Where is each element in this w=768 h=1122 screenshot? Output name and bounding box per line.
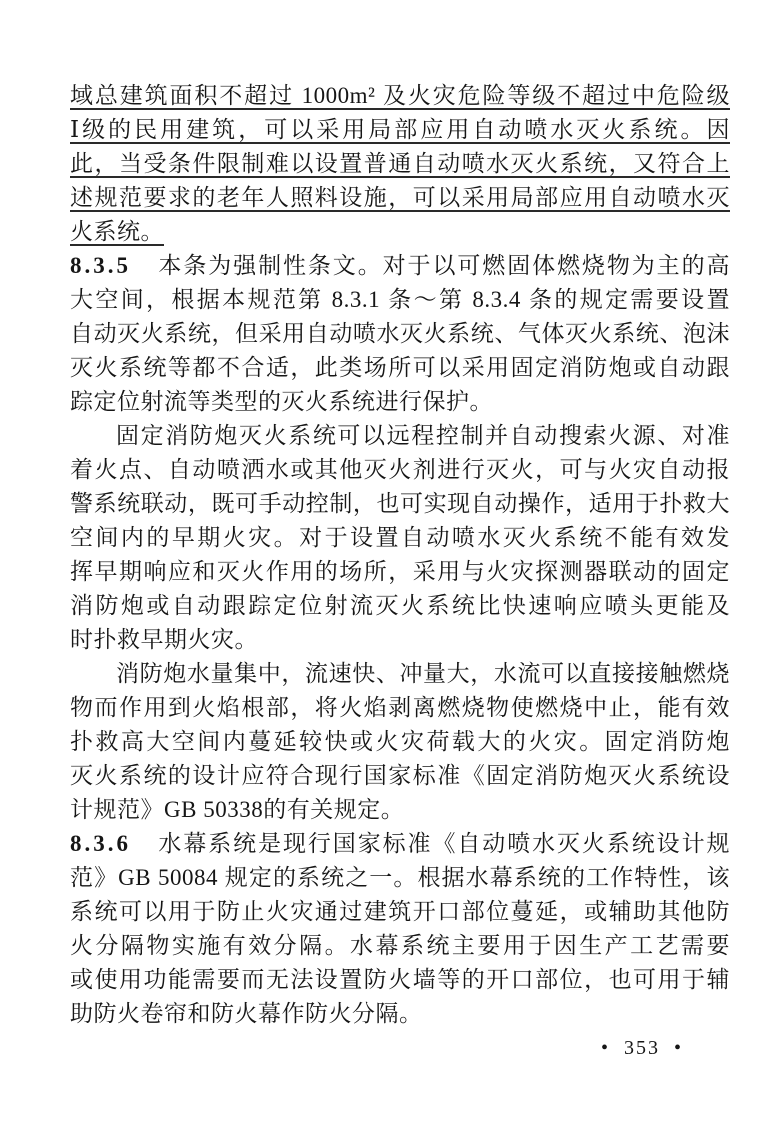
- section-number: 8.3.5: [70, 253, 131, 278]
- section-8-3-5: [70, 249, 730, 419]
- text-line: 计规范》GB 50338的有关规定。: [70, 797, 405, 822]
- text-line: 扑救高大空间内蔓延较快或火灾荷载大的火灾。固定消防炮: [70, 729, 730, 754]
- text-line: 空间内的早期火灾。对于设置自动喷水灭火系统不能有效发: [70, 525, 730, 550]
- text-line: 挥早期响应和灭火作用的场所，采用与火灾探测器联动的固定: [70, 559, 730, 584]
- text-line: Ⅰ级的民用建筑，可以采用局部应用自动喷水灭火系统。因: [70, 117, 730, 142]
- text-line: 或使用功能需要而无法设置防火墙等的开口部位，也可用于辅: [70, 967, 730, 992]
- text-line: 范》GB 50084 规定的系统之一。根据水幕系统的工作特性，该: [70, 865, 730, 890]
- section-text: 水幕系统是现行国家标准《自动喷水灭火系统设计规: [157, 831, 730, 856]
- text-line: 警系统联动，既可手动控制，也可实现自动操作，适用于扑救大: [70, 491, 730, 516]
- text-line: 火系统。: [70, 219, 164, 244]
- text-line: 自动灭火系统，但采用自动喷水灭火系统、气体灭火系统、泡沫: [70, 321, 730, 346]
- paragraph-fixed-monitor: [70, 419, 730, 657]
- text-line: 时扑救早期火灾。: [70, 627, 258, 652]
- section-heading-line: [70, 827, 730, 861]
- text-line: 系统可以用于防止火灾通过建筑开口部位蔓延，或辅助其他防: [70, 899, 730, 924]
- section-number: 8.3.6: [70, 831, 131, 856]
- text-block: [70, 79, 730, 1031]
- section-text: 本条为强制性条文。对于以可燃固体燃烧物为主的高: [157, 253, 730, 278]
- text-line: 消防炮或自动跟踪定位射流灭火系统比快速响应喷头更能及: [70, 593, 730, 618]
- text-line: 此，当受条件限制难以设置普通自动喷水灭火系统，又符合上: [70, 151, 730, 176]
- text-line: 消防炮水量集中，流速快、冲量大，水流可以直接接触燃烧: [116, 661, 730, 686]
- text-line: 大空间，根据本规范第 8.3.1 条～第 8.3.4 条的规定需要设置: [70, 287, 730, 312]
- text-line: 火分隔物实施有效分隔。水幕系统主要用于因生产工艺需要: [70, 933, 730, 958]
- text-line: 助防火卷帘和防火幕作防火分隔。: [70, 1001, 423, 1026]
- text-line: 灭火系统等都不合适，此类场所可以采用固定消防炮或自动跟: [70, 355, 730, 380]
- text-line: 着火点、自动喷洒水或其他灭火剂进行灭火，可与火灾自动报: [70, 457, 730, 482]
- page-number: • 353 •: [601, 1037, 684, 1059]
- paragraph-continuation-underlined: [70, 79, 730, 249]
- section-8-3-6: [70, 827, 730, 1031]
- section-heading-line: [70, 249, 730, 283]
- text-line: 物而作用到火焰根部，将火焰剥离燃烧物使燃烧中止，能有效: [70, 695, 730, 720]
- text-line: 固定消防炮灭火系统可以远程控制并自动搜索火源、对准: [116, 423, 730, 448]
- text-line: 踪定位射流等类型的灭火系统进行保护。: [70, 389, 493, 414]
- text-line: 域总建筑面积不超过 1000m² 及火灾危险等级不超过中危险级: [70, 83, 730, 108]
- paragraph-water-flow: [70, 657, 730, 827]
- text-line: 述规范要求的老年人照料设施，可以采用局部应用自动喷水灭: [70, 185, 730, 210]
- text-line: 灭火系统的设计应符合现行国家标准《固定消防炮灭火系统设: [70, 763, 730, 788]
